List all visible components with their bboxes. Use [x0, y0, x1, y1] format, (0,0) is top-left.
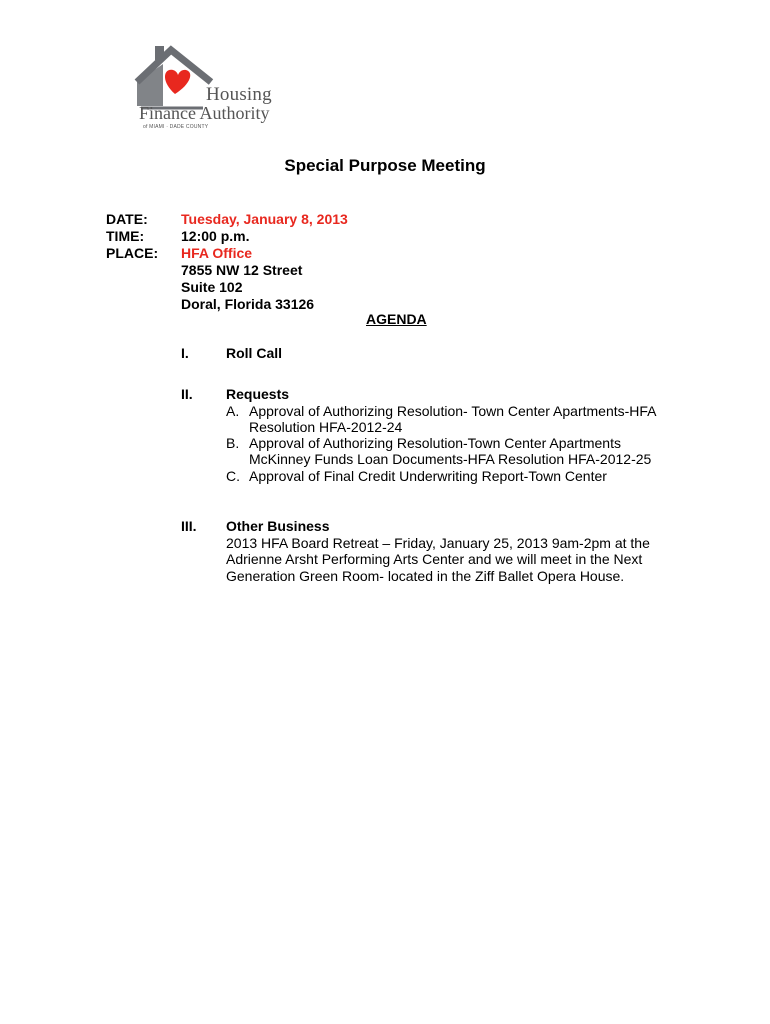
logo-text-subtitle: of MIAMI · DADE COUNTY: [143, 124, 209, 130]
page-title: Special Purpose Meeting: [284, 156, 486, 175]
time-label: TIME:: [106, 228, 145, 244]
other-business-line-1: 2013 HFA Board Retreat – Friday, January 25, 2013 9am-2pm at the: [226, 535, 650, 551]
agenda-heading: AGENDA: [366, 311, 427, 327]
agenda-item-number: III.: [181, 518, 197, 534]
date-label: DATE:: [106, 211, 148, 227]
agenda-item-number: I.: [181, 345, 189, 361]
request-b-letter: B.: [226, 435, 240, 451]
agenda-item-requests: Requests: [226, 386, 290, 402]
agenda-item-other-business: Other Business: [226, 518, 330, 534]
request-a-letter: A.: [226, 403, 240, 419]
agenda-item-number: II.: [181, 386, 193, 402]
request-c-line-1: Approval of Final Credit Underwriting Report-Town Center: [249, 468, 607, 484]
time-value: 12:00 p.m.: [181, 228, 250, 244]
address-line-1: 7855 NW 12 Street: [181, 262, 303, 278]
request-b-line-1: Approval of Authorizing Resolution-Town Center Apartments: [249, 435, 621, 451]
hfa-logo: [133, 44, 283, 136]
request-a-line-2: Resolution HFA-2012-24: [249, 419, 403, 435]
agenda-item-roll-call: Roll Call: [226, 345, 283, 361]
address-line-3: Doral, Florida 33126: [181, 296, 315, 312]
address-line-2: Suite 102: [181, 279, 243, 295]
other-business-line-2: Adrienne Arsht Performing Arts Center and we will meet in the Next: [226, 551, 643, 567]
request-c-letter: C.: [226, 468, 240, 484]
other-business-line-3: Generation Green Room- located in the Ziff Ballet Opera House.: [226, 568, 625, 584]
logo-text-finance-authority: Finance Authority: [139, 103, 270, 123]
place-name: HFA Office: [181, 245, 253, 261]
request-a-line-1: Approval of Authorizing Resolution- Town Center Apartments-HFA: [249, 403, 657, 419]
date-value: Tuesday, January 8, 2013: [181, 211, 348, 227]
request-b-line-2: McKinney Funds Loan Documents-HFA Resolution HFA-2012-25: [249, 451, 652, 467]
logo-text-housing: Housing: [206, 84, 272, 105]
place-label: PLACE:: [106, 245, 159, 261]
